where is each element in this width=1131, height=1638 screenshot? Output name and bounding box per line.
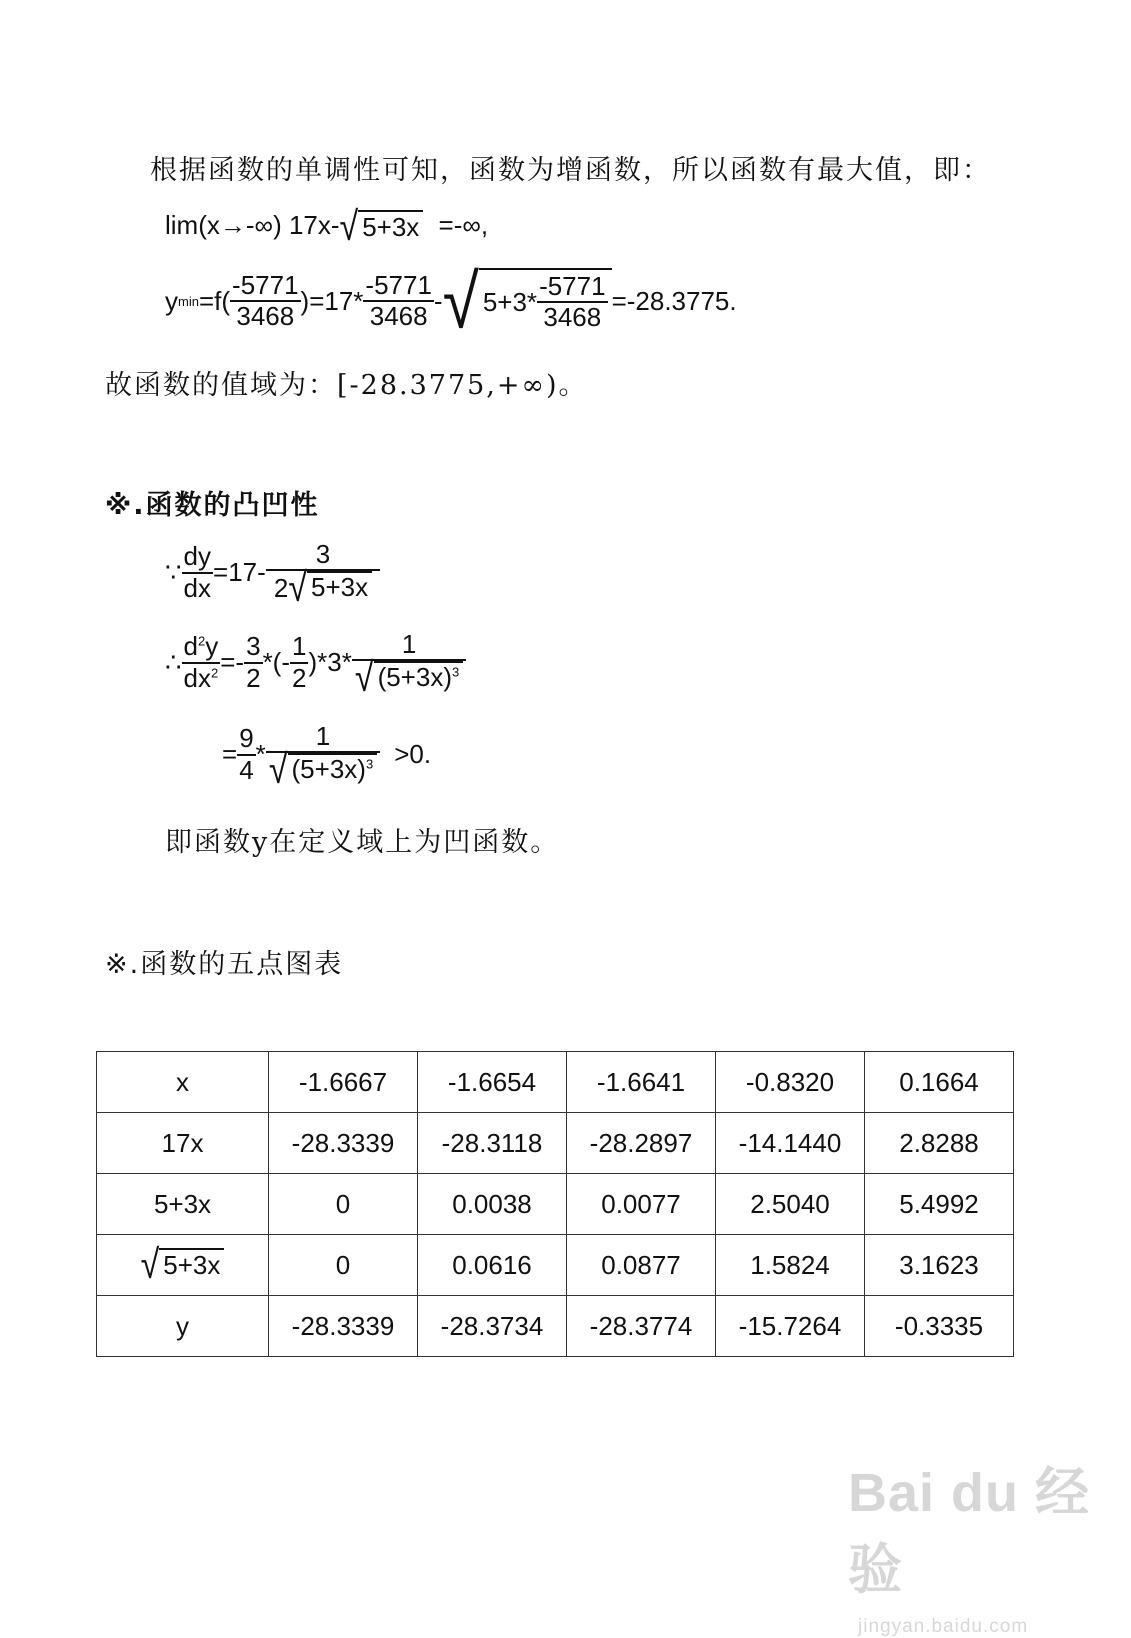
table-cell: 5.4992 [865, 1174, 1014, 1235]
watermark-logo: Bai du 经验 [848, 1463, 1091, 1600]
limit-sqrt [339, 204, 424, 250]
eq1: =17- [213, 557, 266, 588]
ymin-sqrt-body [479, 268, 612, 334]
greater-than-zero: >0. [394, 739, 432, 770]
dy: dy [182, 542, 213, 573]
fraction-d-den: 4 [239, 754, 254, 785]
radical-icon: √ [442, 258, 479, 344]
table-cell: 0 [269, 1235, 418, 1296]
ymin-f-open: =f( [198, 285, 231, 316]
table-cell: -0.3335 [865, 1296, 1014, 1357]
mid3: )*3* [308, 647, 352, 678]
fraction-c-num: 1 [352, 630, 466, 661]
deriv-fraction-1-num: 3 [266, 540, 380, 571]
second-derivative [165, 629, 466, 701]
fraction-e-sup: 3 [365, 756, 374, 772]
table-cell: 3.1623 [865, 1235, 1014, 1296]
d2y-dx2-fraction [182, 632, 221, 692]
fraction-e-sqrt [268, 747, 377, 793]
table-cell: -28.3339 [269, 1296, 418, 1357]
table-cell: -15.7264 [716, 1296, 865, 1357]
table-cell: -28.2897 [567, 1113, 716, 1174]
fraction-2-den: 3468 [369, 301, 428, 331]
radical-icon: √ [339, 204, 359, 250]
fraction-c-expr: (5+3x) [377, 662, 452, 693]
deriv-sqrt [288, 565, 372, 611]
table-cell: 2.5040 [716, 1174, 865, 1235]
table-cell: 0.0616 [418, 1235, 567, 1296]
row-sqrt [140, 1242, 225, 1288]
table-cell: 0.0077 [567, 1174, 716, 1235]
table-cell: -28.3339 [269, 1113, 418, 1174]
table-cell: 0.0038 [418, 1174, 567, 1235]
limit-left: lim(x [165, 210, 220, 240]
fraction-3-den: 3468 [543, 302, 602, 332]
dy-dx-fraction [182, 542, 213, 602]
table-row [97, 1174, 1014, 1235]
second-derivative-simplified [222, 721, 432, 793]
ymin-expression [165, 258, 737, 344]
fraction-e-expr: (5+3x) [291, 754, 366, 785]
limit-arrow: → [219, 210, 246, 240]
radical-icon: √ [268, 747, 288, 793]
fraction-a-num: 3 [244, 632, 262, 663]
section-concavity-title: ※.函数的凸凹性 [105, 490, 320, 521]
table-cell: 1.5824 [716, 1235, 865, 1296]
fraction-a [244, 632, 262, 692]
fraction-e-num: 1 [266, 722, 380, 753]
table-cell: -1.6641 [567, 1052, 716, 1113]
ymin-result: =-28.3775. [611, 285, 737, 316]
five-point-table [96, 1051, 1014, 1357]
row-label-5-plus-3x: 5+3x [97, 1174, 269, 1235]
fraction-e-sqrt-body [288, 753, 378, 787]
star: * [255, 739, 266, 770]
deriv-sqrt-body: 5+3x [307, 571, 372, 605]
fraction-c-sqrt [354, 655, 463, 701]
concavity-conclusion: 即函数y在定义域上为凹函数。 [165, 827, 560, 858]
fraction-b-num: 1 [290, 632, 308, 663]
ymin-mid1: )=17* [300, 285, 364, 316]
fraction-e [266, 721, 380, 793]
d2y [182, 632, 221, 663]
table-row [97, 1296, 1014, 1357]
dx2 [182, 664, 221, 693]
watermark-url: jingyan.baidu.com [858, 1616, 1029, 1637]
dx-sup: 2 [211, 664, 219, 680]
fraction-1 [230, 271, 301, 331]
limit-mid: -∞) 17x- [245, 210, 340, 240]
mid2: *(- [262, 647, 290, 678]
radical-icon: √ [288, 565, 308, 611]
range-line: 故函数的值域为：[-28.3775,+∞)。 [105, 370, 588, 401]
dx: dx [183, 572, 212, 603]
d2-d: d [183, 631, 199, 662]
fraction-d-num: 9 [237, 724, 255, 755]
ymin-y: y [165, 285, 178, 316]
fraction-b-den: 2 [292, 662, 307, 693]
baidu-watermark [848, 1450, 1131, 1638]
table-cell: 0.1664 [865, 1052, 1014, 1113]
limit-expression [165, 204, 489, 250]
fraction-e-den [267, 747, 379, 793]
fraction-b [290, 632, 308, 692]
row-label-x: x [97, 1052, 269, 1113]
deriv-fraction-1-den [272, 565, 374, 611]
fraction-c-sqrt-body [374, 661, 464, 695]
table-row [97, 1052, 1014, 1113]
table-row [97, 1113, 1014, 1174]
row-sqrt-body: 5+3x [159, 1248, 224, 1282]
limit-right: =-∞, [438, 210, 489, 240]
ymin-sub: min [178, 293, 199, 309]
fraction-3-num: -5771 [537, 272, 608, 303]
table-row [97, 1235, 1014, 1296]
fraction-3 [537, 272, 608, 332]
table-cell: -1.6667 [269, 1052, 418, 1113]
table-cell: -0.8320 [716, 1052, 865, 1113]
fraction-2 [363, 271, 434, 331]
therefore-symbol: ∴ [165, 647, 182, 678]
eq3: = [222, 739, 238, 770]
fraction-c-sup: 3 [451, 664, 460, 680]
ymin-sqrt [442, 258, 612, 344]
fraction-2-num: -5771 [363, 271, 434, 302]
row-label-17x: 17x [97, 1113, 269, 1174]
ymin-minus: - [433, 285, 443, 316]
table-cell: -28.3734 [418, 1296, 567, 1357]
intro-line: 根据函数的单调性可知，函数为增函数，所以函数有最大值，即： [150, 155, 991, 186]
radical-icon: √ [354, 655, 374, 701]
row-label-y: y [97, 1296, 269, 1357]
eq2: =- [220, 647, 245, 678]
d2-y: y [205, 631, 219, 662]
table-cell: -14.1440 [716, 1113, 865, 1174]
section-table-title: ※.函数的五点图表 [105, 949, 344, 980]
d2-dx: dx [183, 662, 212, 693]
table-cell: -28.3774 [567, 1296, 716, 1357]
table-cell: 2.8288 [865, 1113, 1014, 1174]
deriv-fraction-1 [266, 539, 380, 611]
table-cell: 0 [269, 1174, 418, 1235]
limit-sqrt-body: 5+3x [358, 210, 423, 244]
fraction-1-den: 3468 [236, 301, 295, 331]
fraction-1-num: -5771 [230, 271, 301, 302]
ymin-sqrt-prefix: 5+3* [482, 286, 538, 317]
deriv-coef: 2 [273, 572, 289, 603]
fraction-c [352, 629, 466, 701]
row-label-sqrt [97, 1235, 269, 1296]
fraction-d [237, 724, 255, 784]
first-derivative [165, 539, 380, 611]
table-cell: -1.6654 [418, 1052, 567, 1113]
table-cell: 0.0877 [567, 1235, 716, 1296]
because-symbol: ∵ [165, 557, 182, 588]
radical-icon: √ [140, 1242, 160, 1288]
table-cell: -28.3118 [418, 1113, 567, 1174]
d2-sup: 2 [198, 633, 206, 649]
fraction-a-den: 2 [246, 662, 261, 693]
fraction-c-den [353, 655, 465, 701]
